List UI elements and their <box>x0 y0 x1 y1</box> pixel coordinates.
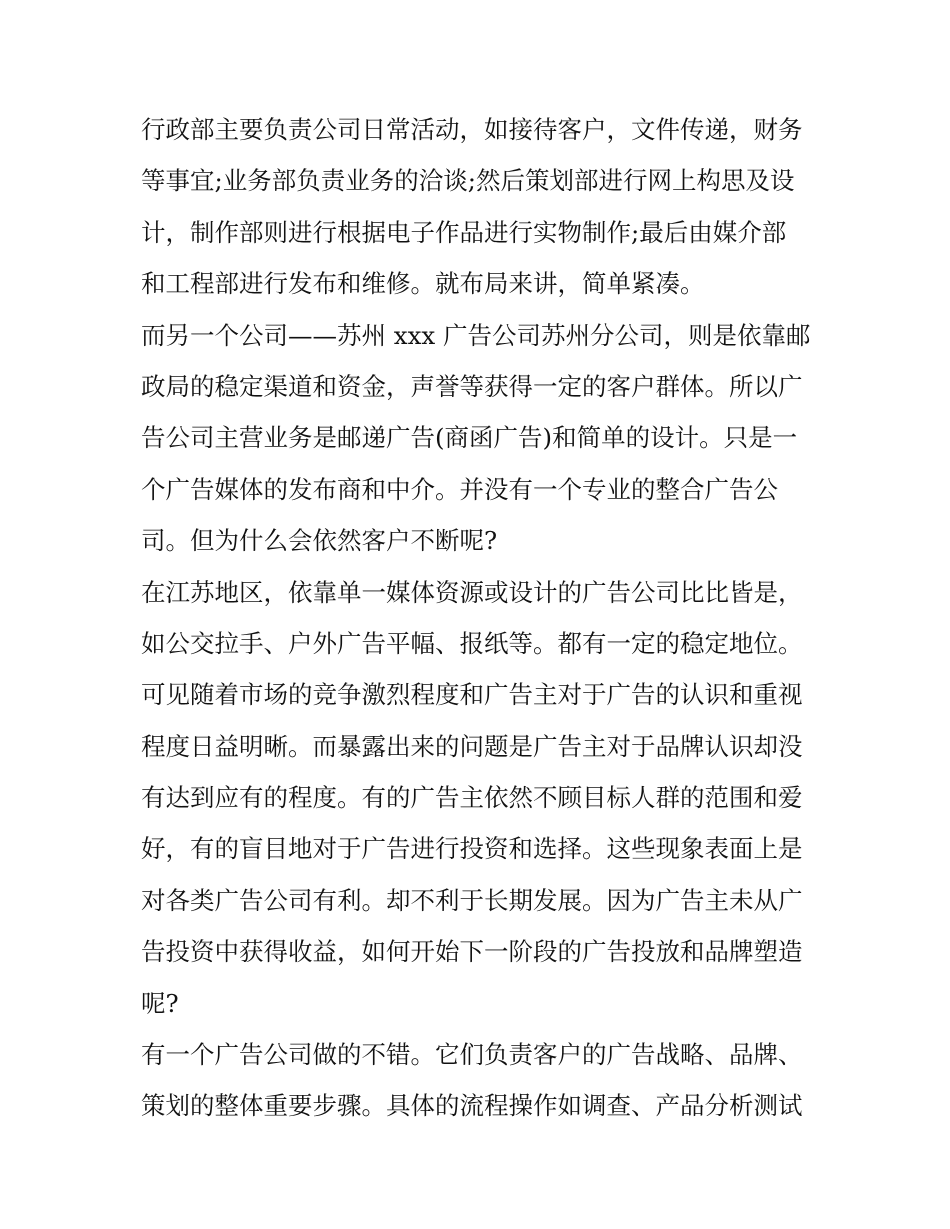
text-line: 可见随着市场的竞争激烈程度和广告主对于广告的认识和重视 <box>141 680 803 710</box>
text-line: 司。但为什么会依然客户不断呢? <box>141 526 498 556</box>
text-line: 呢? <box>141 988 179 1018</box>
text-line: 程度日益明晰。而暴露出来的问题是广告主对于品牌认识却没 <box>141 731 803 761</box>
text-line: 好，有的盲目地对于广告进行投资和选择。这些现象表面上是 <box>141 834 803 864</box>
text-line: 有达到应有的程度。有的广告主依然不顾目标人群的范围和爱 <box>141 783 803 813</box>
text-line: 和工程部进行发布和维修。就布局来讲，简单紧凑。 <box>141 269 705 299</box>
body-text <box>141 104 813 1132</box>
text-line: 政局的稳定渠道和资金，声誉等获得一定的客户群体。所以广 <box>141 371 803 401</box>
text-line: 对各类广告公司有利。却不利于长期发展。因为广告主未从广 <box>141 885 803 915</box>
text-line: 计，制作部则进行根据电子作品进行实物制作;最后由媒介部 <box>141 217 787 247</box>
text-line: 而另一个公司——苏州 xxx 广告公司苏州分公司，则是依靠邮 <box>141 320 811 350</box>
text-line: 告公司主营业务是邮递广告(商函广告)和简单的设计。只是一 <box>141 423 798 453</box>
text-line: 如公交拉手、户外广告平幅、报纸等。都有一定的稳定地位。 <box>141 628 803 658</box>
text-line: 有一个广告公司做的不错。它们负责客户的广告战略、品牌、 <box>141 1040 803 1070</box>
text-line: 策划的整体重要步骤。具体的流程操作如调查、产品分析测试 <box>141 1091 803 1121</box>
text-line: 告投资中获得收益，如何开始下一阶段的广告投放和品牌塑造 <box>141 937 803 967</box>
text-line: 行政部主要负责公司日常活动，如接待客户，文件传递，财务 <box>141 115 803 144</box>
text-line: 个广告媒体的发布商和中介。并没有一个专业的整合广告公 <box>141 474 778 504</box>
text-line: 等事宜;业务部负责业务的洽谈;然后策划部进行网上构思及设 <box>141 166 795 196</box>
text-line: 在江苏地区，依靠单一媒体资源或设计的广告公司比比皆是， <box>141 577 803 607</box>
